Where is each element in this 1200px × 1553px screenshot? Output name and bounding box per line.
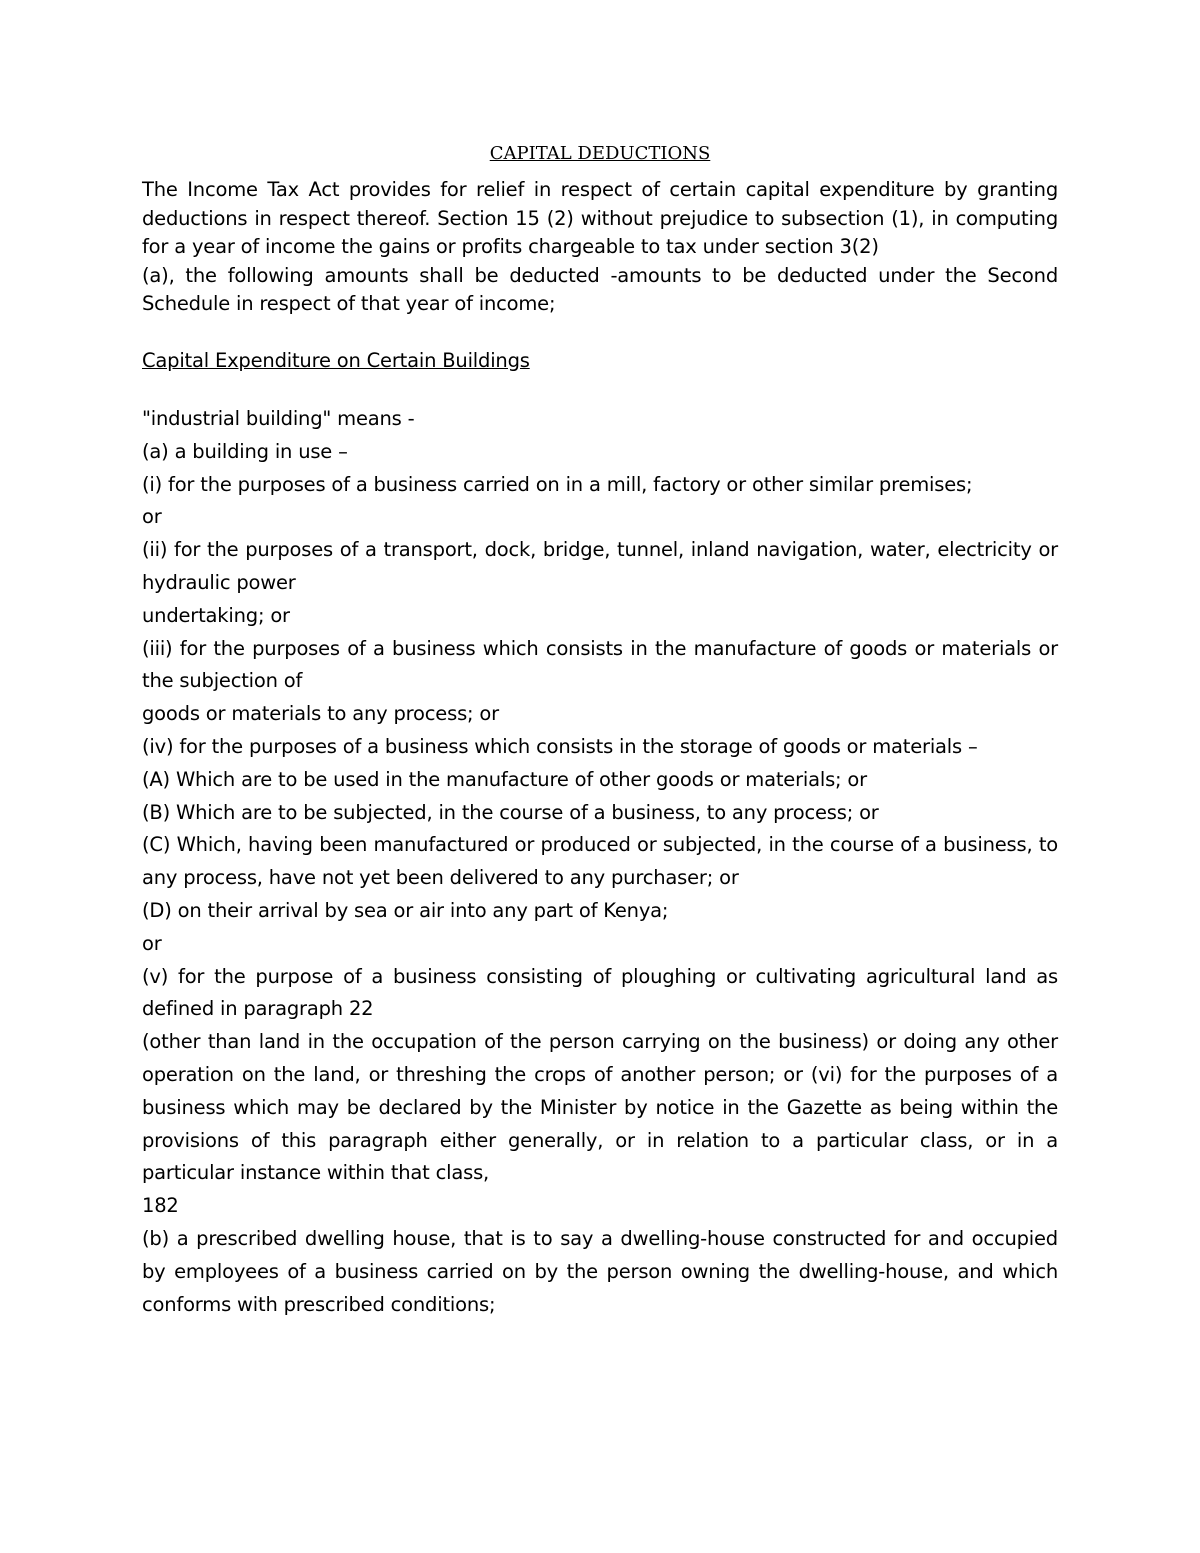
intro-paragraph-2: (a), the following amounts shall be deducted -amounts to be deducted under the Second Schedule in respect of that year of income; [142,263,1058,315]
intro-paragraph-1: The Income Tax Act provides for relief in respect of certain capital expenditure by granting deductions in respect thereof. Section 15 (2) without prejudice to subsection (1), in computing for a year of income the gains or profits chargeable to tax under section 3(2) [142,178,1058,258]
clause-v-cont: (other than land in the occupation of the person carrying on the business) or doing any other operation on the land, or threshing the crops of another person; or (vi) for the purposes of a business which may be declared by the Minister by notice in the Gazette as being within the provisions of this paragraph either generally, or in relation to a particular class, or in a particular instance within that class, [142,1030,1058,1185]
definition-line: "industrial building" means - [142,407,415,430]
clause-iii: (iii) for the purposes of a business which consists in the manufacture of goods or materials or the subjection of [142,636,1058,693]
section-heading: Capital Expenditure on Certain Buildings [142,348,530,372]
or-line: or [142,931,162,955]
clause-b: (b) a prescribed dwelling house, that is to say a dwelling-house constructed for and occupied by employees of a business carried on by the person owning the dwelling-house, and which conforms with prescribed conditions; [142,1226,1058,1316]
clause-v: (v) for the purpose of a business consisting of ploughing or cultivating agricultural land as defined in paragraph 22 [142,964,1058,1021]
or-line: or [142,505,162,529]
document-page [142,140,1058,1321]
clause-i: (i) for the purposes of a business carried on in a mill, factory or other similar premises; [142,472,973,496]
spacer [142,319,1058,347]
clause-iii-cont: goods or materials to any process; or [142,702,499,726]
clause-B: (B) Which are to be subjected, in the course of a business, to any process; or [142,800,879,824]
page-number: 182 [142,1194,179,1218]
clause-C: (C) Which, having been manufactured or produced or subjected, in the course of a business, to any process, have not yet been delivered to any purchaser; or [142,833,1058,890]
spacer [142,375,1058,403]
clause-a: (a) a building in use – [142,439,348,463]
clause-ii: (ii) for the purposes of a transport, dock, bridge, tunnel, inland navigation, water, electricity or hydraulic power [142,538,1058,594]
clause-A: (A) Which are to be used in the manufacture of other goods or materials; or [142,767,867,791]
clause-D: (D) on their arrival by sea or air into any part of Kenya; [142,898,669,922]
clause-iv: (iv) for the purposes of a business which consists in the storage of goods or materials – [142,734,978,758]
clause-ii-cont: undertaking; or [142,603,290,627]
document-title: CAPITAL DEDUCTIONS [489,143,711,164]
